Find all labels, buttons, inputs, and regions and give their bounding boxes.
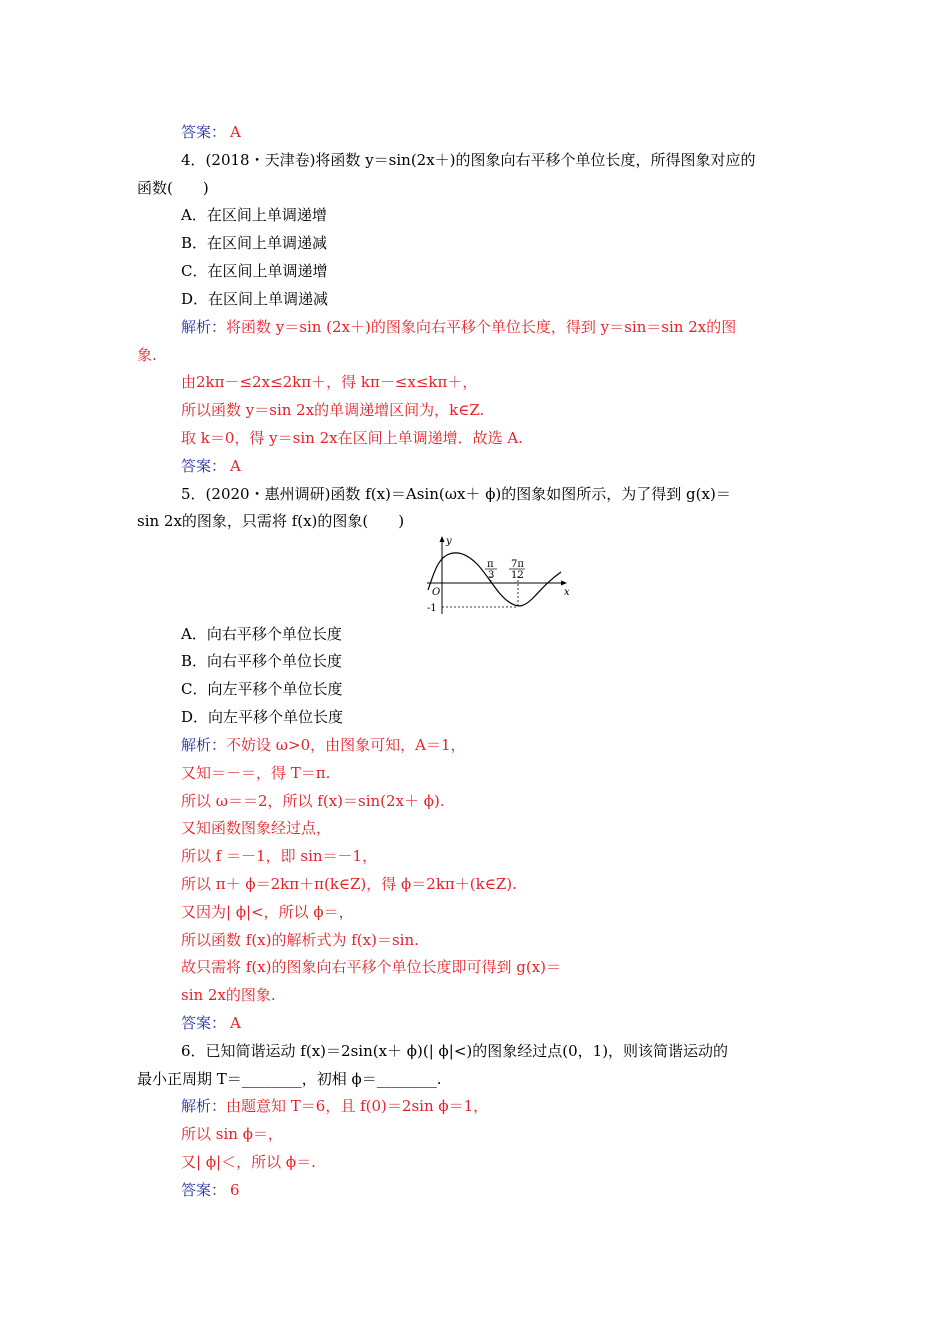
question-4-option-a: A．在区间上单调递增 [181,206,327,224]
solution-4-line-3: 由2kπ－≤2x≤2kπ＋，得 kπ－≤x≤kπ＋， [181,373,478,391]
solution-4-line-5: 取 k＝0，得 y＝sin 2x在区间上单调递增．故选 A. [181,429,523,447]
answer-value: A [230,457,241,475]
solution-5-line-8: 所以函数 f(x)的解析式为 f(x)＝sin. [181,931,419,949]
question-5-stem: 5．(2020・惠州调研)函数 f(x)＝Asin(ωx＋ ϕ)的图象如图所示，为了得到 g(x)＝ [181,485,731,503]
solution-label: 解析： [181,1097,227,1115]
solution-text: 由题意知 T＝6，且 f(0)＝2sin ϕ＝1， [226,1097,489,1115]
tick1-numerator: π [487,559,494,570]
solution-5-line-3: 所以 ω＝＝2，所以 f(x)＝sin(2x＋ ϕ). [181,792,445,810]
tick1-denominator: 3 [488,570,495,581]
origin-label: O [432,587,441,598]
answer-label: 答案： [181,457,227,475]
answer-line [181,456,241,476]
x-axis-label: x [564,587,570,598]
tick2-numerator: 7π [511,559,524,570]
question-5-option-d: D．向左平移个单位长度 [181,708,344,726]
solution-5-line-2: 又知＝－＝，得 T＝π. [181,764,331,782]
neg-one-label: -1 [427,603,437,614]
solution-5-line-1 [181,735,466,755]
solution-4-line-4: 所以函数 y＝sin 2x的单调递增区间为，k∈Z. [181,401,485,419]
sine-curve [428,553,561,606]
solution-5-line-5: 所以 f ＝－1，即 sin＝－1， [181,847,378,865]
sine-graph-figure [423,532,573,616]
solution-5-line-9: 故只需将 f(x)的图象向右平移个单位长度即可得到 g(x)＝ [181,958,562,976]
solution-label: 解析： [181,736,227,754]
answer-value: A [230,123,241,141]
y-axis-label: y [446,536,452,547]
answer-line [181,1180,240,1200]
tick2-denominator: 12 [511,570,524,581]
answer-value: A [230,1014,241,1032]
solution-label: 解析： [181,318,227,336]
question-4-option-c: C．在区间上单调递增 [181,262,328,280]
solution-4-line-1 [181,317,736,337]
question-6-stem: 6．已知简谐运动 f(x)＝2sin(x＋ ϕ)(| ϕ|<)的图象经过点(0，1)，则该简谐运动的 [181,1042,729,1060]
solution-4-line-2: 象. [137,346,157,364]
solution-6-line-3: 又| ϕ|＜，所以 ϕ＝. [181,1153,316,1171]
answer-value: 6 [230,1181,240,1199]
solution-5-line-10: sin 2x的图象. [181,986,276,1004]
solution-6-line-1 [181,1096,488,1116]
solution-text: 不妨设 ω>0，由图象可知，A＝1， [226,736,466,754]
answer-line [181,1013,241,1033]
question-4-option-d: D．在区间上单调递减 [181,290,329,308]
solution-5-line-6: 所以 π＋ ϕ＝2kπ＋π(k∈Z)，得 ϕ＝2kπ＋(k∈Z). [181,875,517,893]
question-4-stem-cont: 函数( ) [137,179,209,197]
question-5-stem-cont: sin 2x的图象，只需将 f(x)的图象( ) [137,512,405,530]
question-5-option-a: A．向右平移个单位长度 [181,625,342,643]
question-5-option-c: C．向左平移个单位长度 [181,680,343,698]
solution-6-line-2: 所以 sin ϕ＝， [181,1125,283,1143]
question-5-option-b: B．向右平移个单位长度 [181,652,343,670]
question-4-stem: 4．(2018・天津卷)将函数 y＝sin(2x＋)的图象向右平移个单位长度，所得图象对应的 [181,151,756,169]
answer-label: 答案： [181,1181,227,1199]
y-axis-arrow [440,536,445,542]
question-4-option-b: B．在区间上单调递减 [181,234,328,252]
solution-5-line-7: 又因为| ϕ|<，所以 ϕ＝， [181,903,354,921]
question-6-stem-cont: 最小正周期 T＝________，初相 ϕ＝________. [137,1070,442,1088]
answer-label: 答案： [181,123,227,141]
answer-line [181,122,241,142]
solution-5-line-4: 又知函数图象经过点， [181,819,332,837]
solution-text: 将函数 y＝sin (2x＋)的图象向右平移个单位长度，得到 y＝sin＝sin 2x的图 [226,318,737,336]
x-axis-arrow [561,581,567,586]
answer-label: 答案： [181,1014,227,1032]
